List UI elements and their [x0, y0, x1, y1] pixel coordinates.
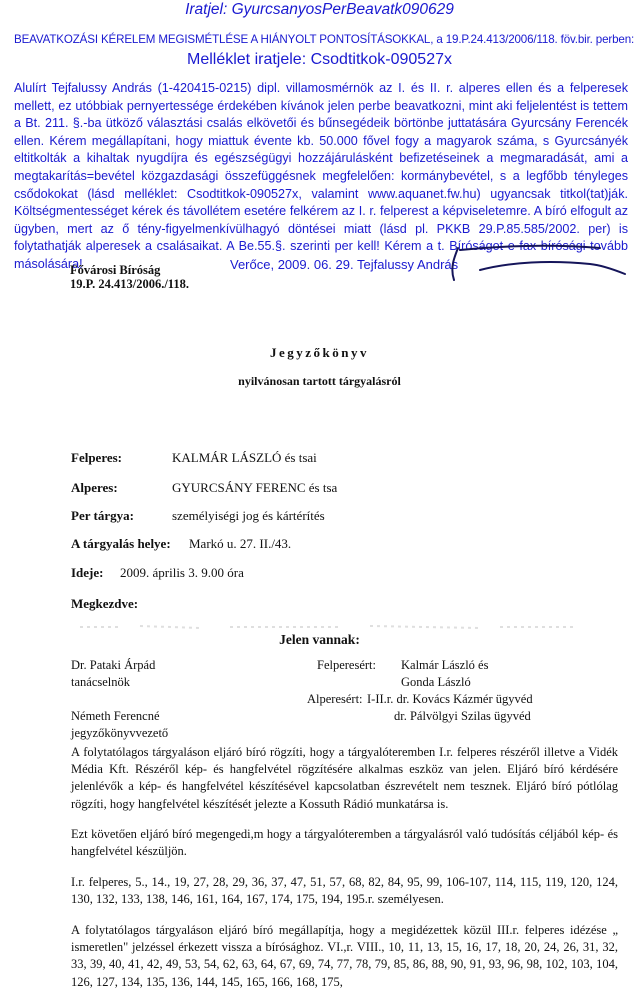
document-subtitle: nyilvánosan tartott tárgyalásról — [238, 374, 401, 388]
clerk-name: Németh Ferencné — [71, 709, 160, 723]
paragraph-summons: A folytatólagos tárgyaláson eljáró bíró megállapítja, hogy a megidézettek közül III.r. felperes idézése „ ismeretlen" jelzéssel érkezett vissza a bírósághoz. VI.,r. VIII., 10, 11, 13, 15, 16, 17, 18, 20, 24, 26, 31, 32, 33, 39, 40, 41, 42, 49, 53, 54, 62, 63, 64, 67, 69, 74, 77, 78, 79, 85, 86, 88, 90, 91, 93, 96, 98, 102, 103, 104, 126, 127, 134, 135, 136, 144, 145, 165, 166, 168, 175, — [71, 923, 618, 989]
field-value-plaintiff: KALMÁR LÁSZLÓ és tsai — [172, 450, 317, 465]
attachment-id: Melléklet iratjele: Csodtitkok-090527x — [186, 51, 452, 68]
handwritten-signature — [440, 240, 630, 288]
plaintiff-rep-2: Gonda László — [401, 675, 471, 689]
field-value-venue: Markó u. 27. II./43. — [189, 536, 292, 551]
field-label-venue: A tárgyalás helye: — [71, 536, 171, 551]
paragraph-attendees: I.r. felperes, 5., 14., 19, 27, 28, 29, 36, 37, 47, 51, 57, 68, 82, 84, 95, 99, 106-107, 114, 115, 119, 120, 124, 130, 132, 133, 138, 146, 161, 164, 167, 174, 175, 194, 195.r. személyesen. — [71, 875, 618, 907]
court-block — [70, 263, 189, 291]
court-name: Fővárosi Bíróság — [70, 263, 161, 277]
field-value-subject: személyiségi jog és kártérítés — [172, 508, 325, 523]
document-id-header: Iratjel: GyurcsanyosPerBeavatk090629 — [185, 1, 454, 18]
paragraph-permission: Ezt követően eljáró bíró megengedi,m hogy a tárgyalóteremben a tárgyalásról való tudósítás céljából kép- és hangfelvétel készüljön. — [71, 827, 618, 859]
plaintiff-rep-label: Felperesért: — [317, 658, 377, 672]
field-label-plaintiff: Felperes: — [71, 450, 123, 465]
field-label-started: Megkezdve: — [71, 596, 139, 611]
request-title: BEAVATKOZÁSI KÉRELEM MEGISMÉTLÉSE A HIÁNYOLT PONTOSÍTÁSOKKAL, a 19.P.24.413/2006/118. föv.bir. perben: — [14, 33, 635, 46]
field-label-subject: Per tárgya: — [71, 508, 134, 523]
defendant-rep-1: I-II.r. dr. Kovács Kázmér ügyvéd — [367, 692, 533, 706]
paragraph-recording: A folytatólagos tárgyaláson eljáró bíró rögzíti, hogy a tárgyalóteremben I.r. felperes részéről illetve a Vidék Média Kft. Részéről kép- és hangfelvétel rögzítésére alkalmas eszköz van jelen. Eljáró bíró kérdésére jelenlévők a kép- és hangfelvétel készítésével kapcsolatban észrevételt nem tesznek. Eljáró bíró pótlólag rögzíti, hogy hangfelvétel készítését jelezte a Kossuth Rádió munkatársa is. — [71, 745, 618, 811]
present-heading: Jelen vannak: — [279, 632, 360, 647]
place-date-signature-line: Verőce, 2009. 06. 29. Tejfalussy András — [230, 257, 459, 272]
field-label-defendant: Alperes: — [71, 480, 118, 495]
defendant-rep-label: Alperesért: — [307, 692, 363, 706]
field-value-time: 2009. április 3. 9.00 óra — [120, 565, 244, 580]
judge-name: Dr. Pataki Árpád — [71, 658, 156, 672]
case-number: 19.P. 24.413/2006./118. — [70, 277, 189, 291]
plaintiff-rep-1: Kalmár László és — [401, 658, 489, 672]
field-value-defendant: GYURCSÁNY FERENC és tsa — [172, 480, 338, 495]
judge-role: tanácselnök — [71, 675, 131, 689]
intro-paragraph: Alulírt Tejfalussy András (1-420415-0215) dipl. villamosmérnök az I. és II. r. alperes ellen és a felperesek mellett, ez utóbbiak pernyertessége érdekében kívánok jelen perbe beavatkozni, mint aki feljelentést is tettem a Bt. 211. §.-ba ütköző választási csalás elkövetői és bűnsegédeik börtönbe juttatására Gyurcsány Ferencék ellen. Kérem megállapítani, hogy miattuk évente kb. 50.000 fővel fogy a magyarok száma, s Gyurcsányék eltitkolták a kihaltak nyugdíjra és egészségügyi hozzájárulásként befizetéseinek a megmaradását, ami a megtakarítás=bevétel közgazdasági összefüggésnek megfelelően: kormánybevétel, s a legfőbb tényleges csődokokat (lásd melléklet: Csodtitkok-090527x, valamint www.aquanet.fw.hu) ugyancsak titkol(tat)ják. Költségmentességet kérek és távollétem esetére felkérem az I. r. felperest a képviseletemre. A bíró elfogult az ügyben, mert az ő tény-figyelmenkívülhagyó döntései miatt (lásd pl. PKKB 29.P.85.585/2002. per) is folytathatják alperesek a csalásaikat. A Be.55.§. szerinti per kell! Kérem a t. Bíróságot e fax bírósági tovább másolására! — [14, 81, 628, 271]
clerk-role: jegyzőkönyvvezető — [71, 726, 169, 740]
defendant-rep-2: dr. Pálvölgyi Szilas ügyvéd — [394, 709, 531, 723]
document-title: Jegyzőkönyv — [270, 345, 369, 360]
bleed-through-noise — [80, 623, 580, 631]
field-label-time: Ideje: — [71, 565, 104, 580]
